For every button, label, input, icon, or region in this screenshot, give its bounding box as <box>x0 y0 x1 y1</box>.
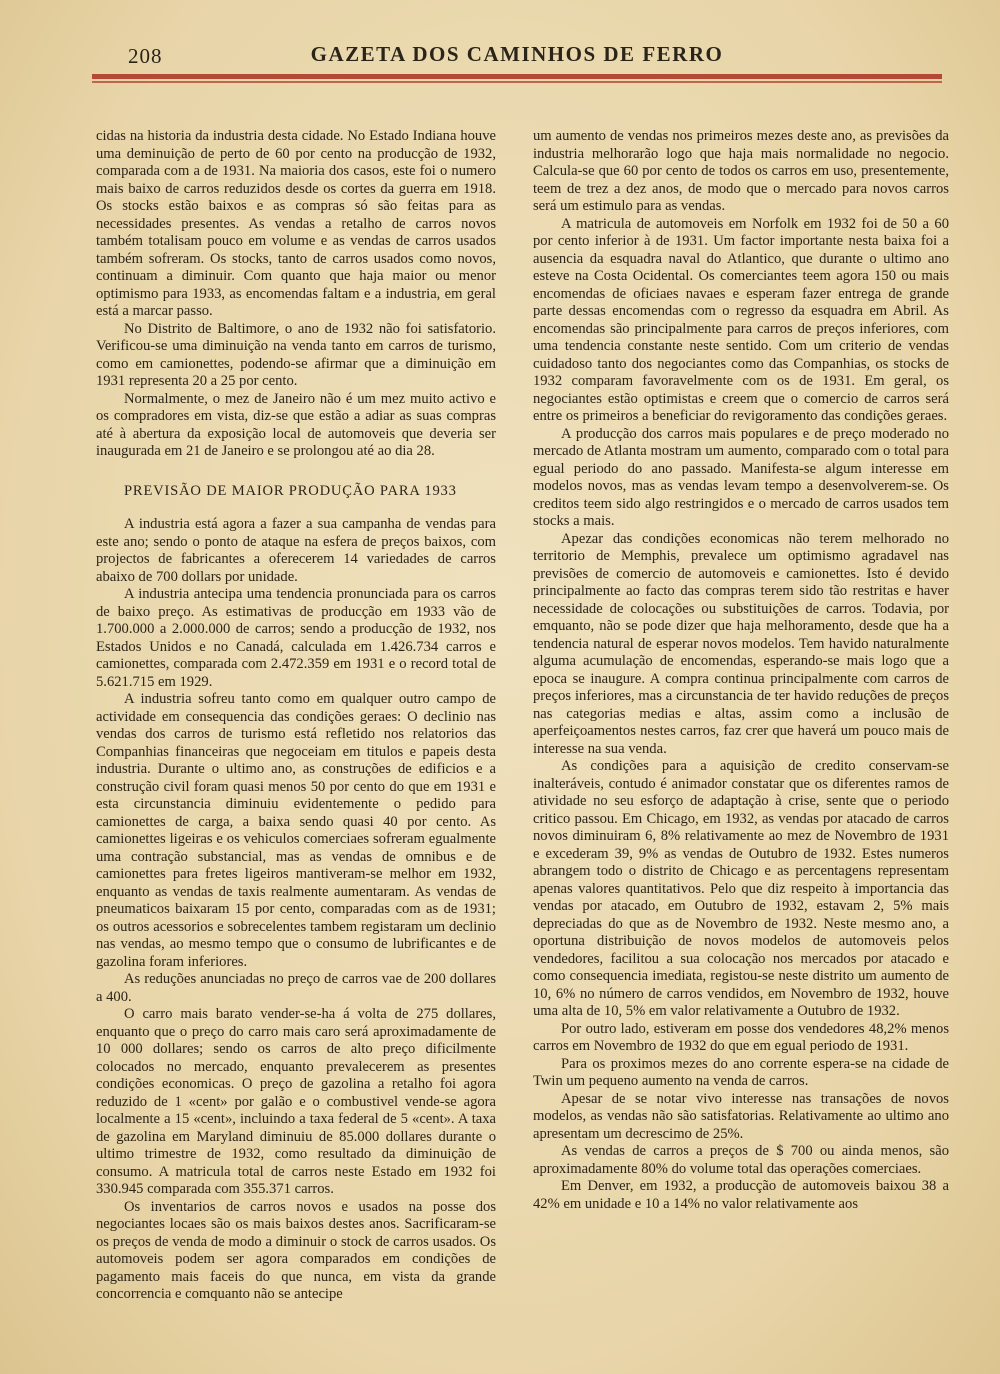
paragraph: Normalmente, o mez de Janeiro não é um mez muito activo e os compradores em vista, diz-se que estão a adiar as suas compras até à abertura da exposição local de automoveis que deveria ser inaugurada em 21 de Janeiro e se prolongou até ao dia 28. <box>96 390 496 459</box>
paragraph: A matricula de automoveis em Norfolk em 1932 foi de 50 a 60 por cento inferior à de 1931. Um factor importante nesta baixa foi a ausencia da esquadra naval do Atlantico, que durante o ultimo ano esteve na Costa Ocidental. Os comerciantes teem agora 150 ou mais encomendas de oficiaes navaes e esperam fazer entrega de grande parte dessas encomendas com o regresso da esquadra em Abril. As encomendas são principalmente para carros de preços inferiores, com uma tendencia constante neste sentido. Com um criterio de vendas cuidadoso tanto dos negociantes como das Companhias, os stocks de 1932 comparam favoravelmente com os de 1931. Em geral, os negociantes estão optimistas e creem que o comercio de carros será entre os primeiros a beneficiar do revigoramento das condições geraes. <box>533 215 949 424</box>
paragraph: A producção dos carros mais populares e de preço moderado no mercado de Atlanta mostram um aumento, comparado com o total para egual periodo do ano passado. Manifesta-se algum interesse em modelos novos, mas as vendas levam tempo a desenvolverem-se. Os creditos teem sido algo restringidos e o mercado de carros usados tem stocks a mais. <box>533 425 949 529</box>
page-number: 208 <box>128 44 163 68</box>
section-heading: PREVISÃO DE MAIOR PRODUÇÃO PARA 1933 <box>124 482 457 499</box>
paragraph: Em Denver, em 1932, a producção de automoveis baixou 38 a 42% em unidade e 10 a 14% no valor relativamente aos <box>533 1178 949 1212</box>
paragraph: No Distrito de Baltimore, o ano de 1932 não foi satisfatorio. Verificou-se uma diminuição na venda tanto em carros de turismo, como em camionettes, podendo-se afirmar que a diminuição em 1931 representa 20 a 25 por cento. <box>96 320 496 389</box>
paragraph: Apezar das condições economicas não terem melhorado no territorio de Memphis, prevalece um optimismo agradavel nas previsões de comercio de automoveis e camionettes. Isto é devido principalmente ao facto das compras terem sido tão restritas e haver necessidade de colocações ou substituições de carros. Todavia, por emquanto, não se pode dizer que haja melhoramento, desde que ha a tendencia natural de esperar novos modelos. Tem havido naturalmente alguma acumulação de encomendas, esperando-se mais logo que a epoca se inaugure. A compra continua principalmente com carros de preços inferiores, mas a circunstancia de ter havido reduções de preços nas categorias medias e altas, assim como a inclusão de aperfeiçoamentos nestes carros, faz crer que haverá um pouco mais de interesse na sua venda. <box>533 530 949 757</box>
journal-title: GAZETA DOS CAMINHOS DE FERRO <box>310 42 724 66</box>
right-column <box>533 128 949 1213</box>
paragraph: A industria antecipa uma tendencia pronunciada para os carros de baixo preço. As estimativas de producção em 1933 vão de 1.700.000 a 2.000.000 de carros; sendo a producção de 1932, nos Estados Unidos e no Canadá, calculada em 1.426.734 carros e camionettes, comparada com 2.472.359 em 1931 e o record total de 5.621.715 em 1929. <box>96 586 496 690</box>
left-column <box>96 128 496 1304</box>
paragraph: As condições para a aquisição de credito conservam-se inalteráveis, contudo é animador constatar que os diferentes ramos de atividade no seu esforço de adaptação à crise, sente que o periodo critico passou. Em Chicago, em 1932, as vendas por atacado de carros novos diminuiram 6, 8% relativamente ao mez de Novembro de 1931 e excederam 39, 9% as vendas de Outubro de 1932. Estes numeros abrangem todo o distrito de Chicago e as percentagens representam apenas valores quantitativos. Pelo que diz respeito à importancia das vendas por atacado, em Outubro de 1932, estavam 2, 5% mais depreciadas do que as de Novembro de 1932. Neste mesmo ano, a oportuna distribuição de novos modelos de automoveis pelos vendedores, facilitou a sua colocação nos mercados por atacado e como consequencia imediata, registou-se neste distrito um aumento de 10, 6% no número de carros vendidos, em Novembro de 1932, houve uma alta de 10, 5% em valor relativamente a Outubro de 1932. <box>533 758 949 1019</box>
paragraph: As vendas de carros a preços de $ 700 ou ainda menos, são aproximadamente 80% do volume total das operações comerciaes. <box>533 1143 949 1177</box>
paragraph: Apesar de se notar vivo interesse nas transações de novos modelos, as vendas não são satisfatorias. Relativamente ao ultimo ano apresentam um decrescimo de 25%. <box>533 1090 949 1142</box>
header-rule <box>92 74 942 79</box>
paragraph: um aumento de vendas nos primeiros mezes deste ano, as previsões da industria melhorarão logo que haja mais normalidade no negocio. Calcula-se que 60 por cento de todos os carros em uso, presentemente, teem de trez a dez anos, de modo que o mercado para novos carros será um estimulo para as vendas. <box>533 128 949 214</box>
paragraph: As reduções anunciadas no preço de carros vae de 200 dollares a 400. <box>96 971 496 1005</box>
paragraph: cidas na historia da industria desta cidade. No Estado Indiana houve uma deminuição de perto de 60 por cento na producção de 1932, comparada com a de 1931. Na maioria dos casos, este foi o numero mais baixo de carros reduzidos desde os cortes da guerra em 1918. Os stocks estão baixos e as compras só são feitas para as necessidades presentes. As vendas a retalho de carros novos também totalisam pouco em volume e as vendas de carros usados também sofreram. Os stocks, tanto de carros usados como novos, continuam a diminuir. Com quanto que haja maior ou menor optimismo para 1933, as encomendas faltam e a industria, em geral está a marcar passo. <box>96 128 496 319</box>
paragraph: O carro mais barato vender-se-ha á volta de 275 dollares, enquanto que o preço do carro mais caro será aproximadamente de 10 000 dollares; sendo os carros de alto preço dificilmente colocados no mercado, enquanto prevalecerem as presentes condições economicas. O preço de gazolina a retalho foi agora reduzido de 1 «cent» por galão e o combustivel vende-se agora localmente a 15 «cent», incluindo a taxa federal de 5 «cent». A taxa de gazolina em Maryland diminuiu de 85.000 dollares durante o ultimo trimestre de 1932, como resultado da diminuição de consumo. A matricula total de carros neste Estado em 1932 foi 330.945 comparada com 355.371 carros. <box>96 1006 496 1197</box>
paragraph: Por outro lado, estiveram em posse dos vendedores 48,2% menos carros em Novembro de 1932 do que em egual periodo de 1931. <box>533 1020 949 1054</box>
paragraph: A industria está agora a fazer a sua campanha de vendas para este ano; sendo o ponto de ataque na esfera de preços baixos, com projectos de fabricantes a oferecerem 14 variedades de carros abaixo de 700 dollars por unidade. <box>96 516 496 585</box>
paragraph: A industria sofreu tanto como em qualquer outro campo de actividade em consequencia das condições geraes: O declinio nas vendas dos carros de turismo está refletido nos relatorios das Companhias financeiras que negoceiam em titulos e papeis desta industria. Durante o ultimo ano, as construções de edificios e a construção civil foram quasi menos 50 por cento do que em 1931 e esta circunstancia diminuiu evidentemente o pedido para camionettes de carga, a baixa sendo quasi 40 por cento. As camionettes ligeiras e os vehiculos comerciaes sofreram egualmente uma contração substancial, mas as vendas de omnibus e de camionettes para fretes ligeiros mantiveram-se melhor em 1932, enquanto as vendas de taxis realmente aumentaram. As vendas de pneumaticos baixaram 15 por cento, comparadas com as de 1931; os outros acessorios e sobrecelentes tambem registaram um declinio nas vendas, ao mesmo tempo que o consumo de lubrificantes e de gazolina foram inferiores. <box>96 691 496 970</box>
paragraph: Os inventarios de carros novos e usados na posse dos negociantes locaes são os mais baixos destes anos. Sacrificaram-se os preços de venda de modo a diminuir o stock de carros usados. Os automoveis podem ser agora comparados em condições de pagamento mais faceis do que nunca, em vista da grande concorrencia e comquanto não se antecipe <box>96 1198 496 1302</box>
paragraph: Para os proximos mezes do ano corrente espera-se na cidade de Twin um pequeno aumento na venda de carros. <box>533 1055 949 1089</box>
page-header <box>92 40 942 70</box>
header-rule-thin <box>92 81 942 83</box>
